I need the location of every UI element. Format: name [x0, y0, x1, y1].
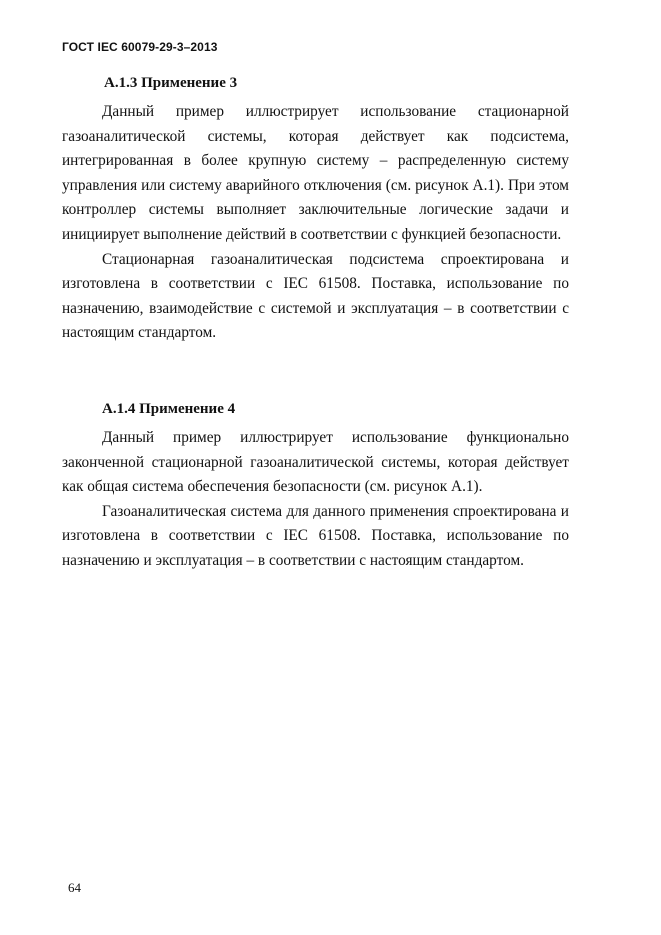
section-heading: А.1.3 Применение 3	[104, 75, 238, 91]
page-number: 64	[68, 880, 81, 895]
document-code-header: ГОСТ IEC 60079-29-3–2013	[62, 40, 218, 54]
paragraph: Данный пример иллюстрирует использование функционально законченной стационарной газоаналитической системы, которая действует как общая система обеспечения безопасности (см. рисунок А.1).	[62, 429, 569, 496]
section-heading: А.1.4 Применение 4	[102, 401, 236, 417]
paragraph: Данный пример иллюстрирует использование стационарной газоаналитической системы, которая действует как подсистема, интегрированная в более крупную систему – распределенную систему управления или систему аварийного отключения (см. рисунок А.1). При этом контроллер системы выполняет заключительные логические задачи и инициирует выполнение действий в соответствии с функцией безопасности.	[62, 103, 569, 243]
section-application-3	[62, 74, 569, 346]
paragraph: Газоаналитическая система для данного применения спроектирована и изготовлена в соответствии с IEC 61508. Поставка, использование по назначению и эксплуатация – в соответствии с настоящим стандартом.	[62, 502, 569, 569]
section-application-4	[62, 400, 569, 574]
paragraph: Стационарная газоаналитическая подсистема спроектирована и изготовлена в соответствии с IEC 61508. Поставка, использование по назначению, взаимодействие с системой и эксплуатация – в соответствии с настоящим стандартом.	[62, 250, 569, 342]
